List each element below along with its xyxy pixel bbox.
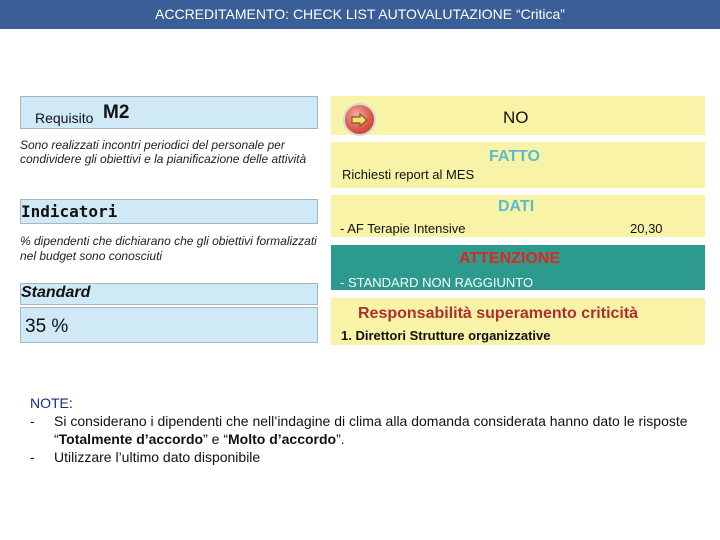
notes-section [30,394,710,466]
requisito-description: Sono realizzati incontri periodici del personale per condividere gli obiettivi e la pianificazione delle attività [20,138,307,166]
answer-value: NO [503,108,529,127]
responsabilita-title: Responsabilità superamento criticità [358,305,639,322]
responsabilita-item: 1. Direttori Strutture organizzative [341,328,551,343]
arrow-right-icon [343,103,376,136]
fatto-title: FATTO [489,148,540,165]
note-dash: - [30,449,35,465]
note-text: ”. [336,431,345,447]
attenzione-title: ATTENZIONE [459,250,561,267]
note-dash: - [30,413,35,429]
standard-value: 35 % [25,316,69,337]
dati-title: DATI [498,198,535,215]
note-item [30,448,710,466]
dati-value: 20,30 [630,221,663,236]
attenzione-text: - STANDARD NON RAGGIUNTO [340,275,534,290]
note-text: Si considerano i dipendenti che nell’indagine di clima alla domanda considerata hanno dato le risposte “ [54,413,688,447]
notes-heading [30,394,710,412]
standard-title: Standard [21,284,91,301]
note-item [30,412,710,448]
notes-colon: : [68,395,73,411]
page-header: ACCREDITAMENTO: CHECK LIST AUTOVALUTAZIONE “Critica” [0,0,720,29]
requisito-label: Requisito [35,110,94,126]
indicatori-text: % dipendenti che dichiarano che gli obiettivi formalizzati nel budget sono conosciuti [20,234,317,263]
indicatori-title: Indicatori [21,202,118,221]
notes-title: NOTE [30,395,69,411]
fatto-text: Richiesti report al MES [342,167,475,182]
note-emphasis: Molto d’accordo [228,431,337,447]
note-emphasis: Totalmente d’accordo [58,431,204,447]
note-text: Utilizzare l’ultimo dato disponibile [54,449,261,465]
dati-item: - AF Terapie Intensive [340,221,466,236]
note-text: ” e “ [203,431,228,447]
requisito-code: M2 [103,102,130,123]
